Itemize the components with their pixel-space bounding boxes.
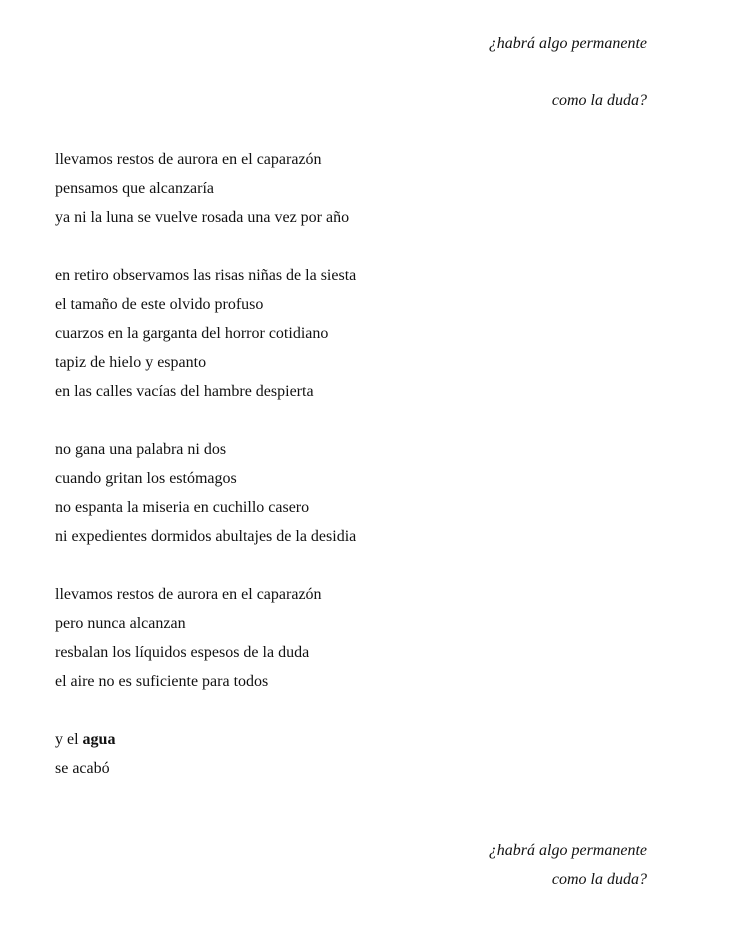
poem-line: en las calles vacías del hambre despierta — [55, 383, 314, 400]
poem-line-water — [55, 730, 655, 759]
poem-line: tapiz de hielo y espanto — [55, 354, 207, 371]
poem-line: cuando gritan los estómagos — [55, 470, 237, 487]
poem-line: resbalan los líquidos espesos de la duda — [55, 644, 310, 661]
stanza-3 — [55, 440, 655, 556]
poem-line: llevamos restos de aurora en el caparazón — [55, 151, 322, 168]
poem-line: no gana una palabra ni dos — [55, 441, 227, 458]
stanza-2 — [55, 266, 655, 411]
poem-body — [55, 150, 655, 817]
poem-line: se acabó — [55, 760, 110, 777]
epigraph-bottom-line-2: como la duda? — [551, 871, 647, 888]
poem-line: el aire no es suficiente para todos — [55, 673, 269, 690]
poem-line: cuarzos en la garganta del horror cotidiano — [55, 325, 329, 342]
stanza-1 — [55, 150, 655, 237]
stanza-final — [55, 730, 655, 788]
poem-line: pero nunca alcanzan — [55, 615, 186, 632]
stanza-4 — [55, 585, 655, 701]
emphasized-word: agua — [82, 731, 116, 748]
poem-line: ya ni la luna se vuelve rosada una vez por año — [55, 209, 350, 226]
epigraph-bottom — [489, 841, 647, 899]
poem-line: ni expedientes dormidos abultajes de la desidia — [55, 528, 357, 545]
poem-line: el tamaño de este olvido profuso — [55, 296, 264, 313]
epigraph-top-line-2: como la duda? — [551, 92, 647, 109]
poem-line: pensamos que alcanzaría — [55, 180, 215, 197]
poem-line: no espanta la miseria en cuchillo casero — [55, 499, 310, 516]
poem-line: en retiro observamos las risas niñas de la siesta — [55, 267, 357, 284]
poem-line: llevamos restos de aurora en el caparazón — [55, 586, 322, 603]
poem-line-prefix: y el — [55, 731, 83, 748]
epigraph-bottom-line-1: ¿habrá algo permanente — [488, 842, 647, 859]
epigraph-top-line-1: ¿habrá algo permanente — [488, 35, 647, 52]
